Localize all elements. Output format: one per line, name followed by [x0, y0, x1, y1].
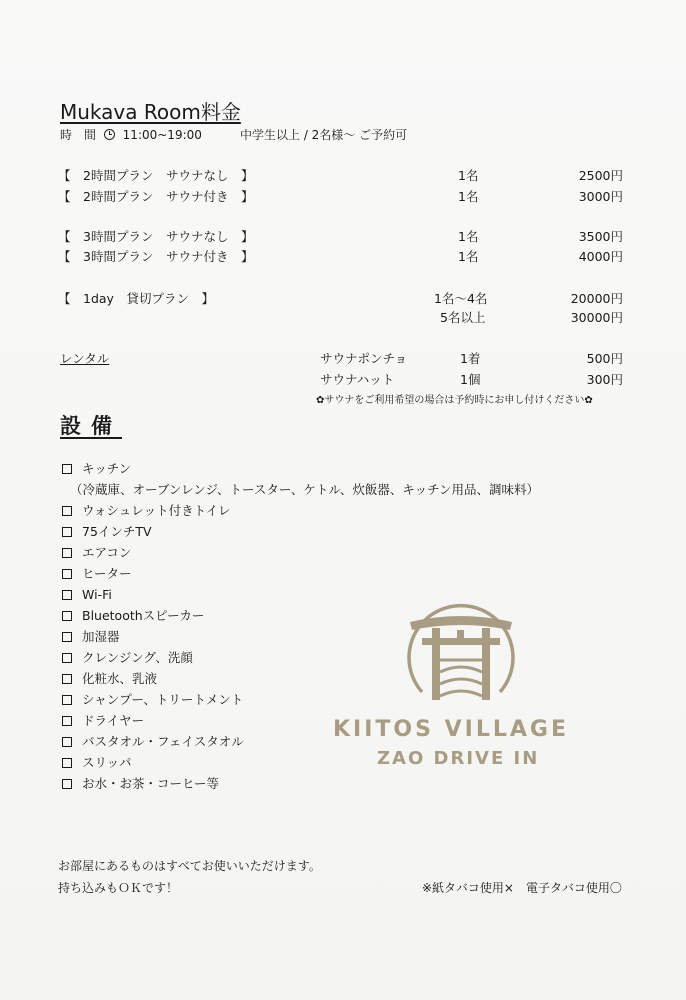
list-item: [62, 773, 539, 794]
list-item-detail: （冷蔵庫、オーブンレンジ、トースター、ケトル、炊飯器、キッチン用品、調味料）: [70, 482, 539, 497]
list-item-label: Bluetoothスピーカー: [82, 608, 205, 623]
plan-name: 【 2時間プラン サウナなし 】: [58, 168, 254, 183]
rental-label: レンタル: [60, 351, 110, 366]
checkbox-icon: [62, 632, 72, 642]
plan-price: 20000円: [570, 291, 623, 306]
list-item-label: ヒーター: [82, 566, 132, 581]
list-item-label: Wi-Fi: [82, 587, 112, 602]
footer-line: お部屋にあるものはすべてお使いいただけます。: [58, 859, 321, 873]
rental-item-price: 500円: [586, 351, 623, 366]
list-item-label: 75インチTV: [82, 524, 152, 539]
list-item-label: お水・お茶・コーヒー等: [82, 776, 220, 791]
page-title: Mukava Room料金: [60, 100, 241, 124]
time-label: [60, 126, 202, 143]
checkbox-icon: [62, 674, 72, 684]
brand-name: KIITOS VILLAGE: [333, 717, 569, 742]
list-item-label: エアコン: [82, 545, 132, 560]
list-item: [62, 563, 539, 584]
checkbox-icon: [62, 779, 72, 789]
rental-item-qty: 1着: [460, 351, 481, 366]
rental-item-qty: 1個: [460, 372, 481, 387]
checkbox-icon: [62, 695, 72, 705]
list-item-label: スリッパ: [82, 755, 132, 770]
sauna-note: ✿サウナをご利用希望の場合は予約時にお申し付けください✿: [316, 395, 593, 406]
plan-name: 【 1day 貸切プラン 】: [58, 291, 214, 306]
checkbox-icon: [62, 653, 72, 663]
list-item: [62, 500, 539, 521]
smoking-policy: ※紙タバコ使用× 電子タバコ使用〇: [422, 881, 622, 895]
checkbox-icon: [62, 758, 72, 768]
brand-subtitle: ZAO DRIVE IN: [377, 748, 540, 769]
plan-price: 4000円: [578, 249, 623, 264]
plan-people: 1名: [458, 229, 479, 244]
equipment-heading: 設備: [60, 414, 122, 438]
checkbox-icon: [62, 611, 72, 621]
list-item-label: ドライヤー: [82, 713, 145, 728]
list-item: [62, 521, 539, 542]
list-item-label: 化粧水、乳液: [82, 671, 158, 686]
checkbox-icon: [62, 527, 72, 537]
plan-people: 1名: [458, 249, 479, 264]
plan-people: 1名: [458, 189, 479, 204]
torii-logo-icon: [400, 600, 522, 710]
list-item: [62, 458, 539, 479]
time-label-text: 時 間: [60, 128, 97, 142]
plan-price: 3500円: [578, 229, 623, 244]
list-item-label: バスタオル・フェイスタオル: [82, 734, 244, 749]
plan-price: 3000円: [578, 189, 623, 204]
footer-line: 持ち込みもＯＫです！: [58, 881, 179, 895]
list-item-label: 加湿器: [82, 629, 120, 644]
clock-icon: [104, 129, 115, 140]
plan-name: 【 3時間プラン サウナなし 】: [58, 229, 254, 244]
checkbox-icon: [62, 506, 72, 516]
plan-price: 2500円: [578, 168, 623, 183]
list-item-label: クレンジング、洗顔: [82, 650, 193, 665]
list-item-label: キッチン: [82, 461, 132, 476]
time-value: 11:00~19:00: [122, 128, 202, 142]
list-item-label: シャンプー、トリートメント: [82, 692, 244, 707]
rental-item-price: 300円: [586, 372, 623, 387]
checkbox-icon: [62, 548, 72, 558]
plan-people: 1名: [458, 168, 479, 183]
eligibility-text: 中学生以上 / 2名様～ ご予約可: [240, 128, 408, 142]
list-item-label: ウォシュレット付きトイレ: [82, 503, 231, 518]
checkbox-icon: [62, 569, 72, 579]
checkbox-icon: [62, 737, 72, 747]
checkbox-icon: [62, 590, 72, 600]
plan-name: 【 2時間プラン サウナ付き 】: [58, 189, 254, 204]
plan-price: 30000円: [570, 310, 623, 325]
plan-people: 5名以上: [440, 310, 486, 325]
checkbox-icon: [62, 716, 72, 726]
rental-item-name: サウナハット: [320, 372, 395, 387]
list-item: [62, 542, 539, 563]
checkbox-icon: [62, 464, 72, 474]
rental-item-name: サウナポンチョ: [320, 351, 408, 366]
plan-people: 1名～4名: [434, 291, 488, 306]
plan-name: 【 3時間プラン サウナ付き 】: [58, 249, 254, 264]
